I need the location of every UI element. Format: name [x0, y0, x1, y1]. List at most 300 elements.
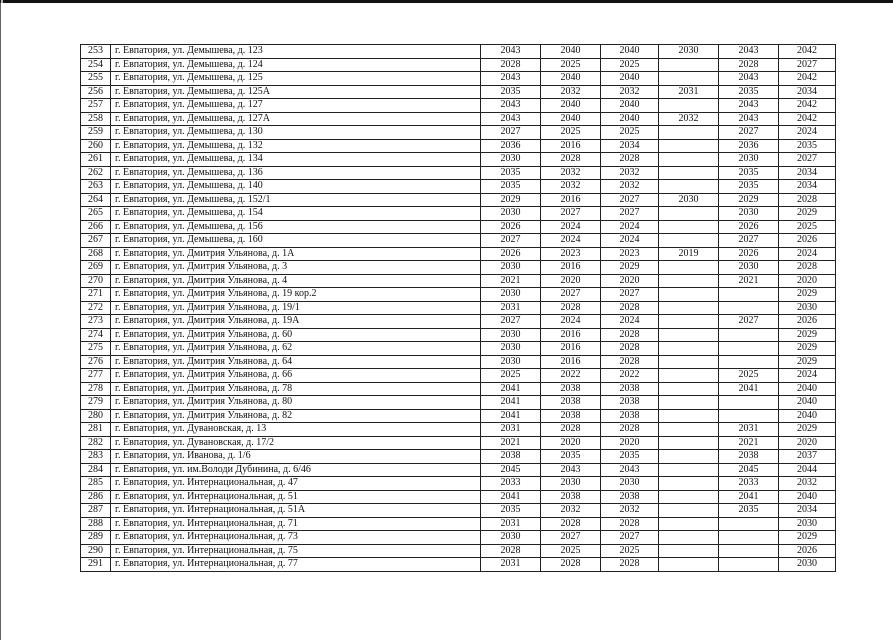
row-number-cell: 253: [81, 45, 111, 59]
year-cell-4: [659, 504, 719, 518]
table-row: [81, 369, 836, 383]
year-cell-6: 2034: [779, 85, 836, 99]
row-number-cell: 270: [81, 274, 111, 288]
address-cell: г. Евпатория, ул. Демышева, д. 156: [111, 220, 481, 234]
row-number-cell: 266: [81, 220, 111, 234]
table-row: [81, 450, 836, 464]
year-cell-6: 2030: [779, 517, 836, 531]
year-cell-6: 2040: [779, 396, 836, 410]
year-cell-2: 2025: [541, 544, 601, 558]
year-cell-5: 2028: [719, 58, 779, 72]
address-cell: г. Евпатория, ул. Интернациональная, д. 73: [111, 531, 481, 545]
year-cell-3: 2040: [601, 99, 659, 113]
address-cell: г. Евпатория, ул. Дмитрия Ульянова, д. 80: [111, 396, 481, 410]
year-cell-2: 2024: [541, 234, 601, 248]
year-cell-6: 2035: [779, 139, 836, 153]
address-cell: г. Евпатория, ул. Дмитрия Ульянова, д. 3: [111, 261, 481, 275]
year-cell-2: 2032: [541, 504, 601, 518]
year-cell-4: [659, 396, 719, 410]
year-cell-6: 2025: [779, 220, 836, 234]
row-number-cell: 276: [81, 355, 111, 369]
row-number-cell: 275: [81, 342, 111, 356]
year-cell-6: 2028: [779, 193, 836, 207]
table-row: [81, 315, 836, 329]
year-cell-1: 2021: [481, 274, 541, 288]
address-cell: г. Евпатория, ул. Демышева, д. 124: [111, 58, 481, 72]
year-cell-6: 2029: [779, 531, 836, 545]
year-cell-4: [659, 315, 719, 329]
year-cell-4: [659, 58, 719, 72]
year-cell-4: [659, 436, 719, 450]
year-cell-4: [659, 355, 719, 369]
year-cell-4: 2031: [659, 85, 719, 99]
row-number-cell: 257: [81, 99, 111, 113]
year-cell-4: [659, 423, 719, 437]
year-cell-2: 2023: [541, 247, 601, 261]
year-cell-5: 2026: [719, 247, 779, 261]
table-row: [81, 72, 836, 86]
table-body: [81, 45, 836, 572]
table-row: [81, 477, 836, 491]
year-cell-2: 2038: [541, 396, 601, 410]
year-cell-3: 2040: [601, 112, 659, 126]
year-cell-6: 2029: [779, 423, 836, 437]
row-number-cell: 254: [81, 58, 111, 72]
row-number-cell: 264: [81, 193, 111, 207]
year-cell-4: [659, 274, 719, 288]
table-row: [81, 423, 836, 437]
year-cell-1: 2041: [481, 409, 541, 423]
year-cell-6: 2020: [779, 436, 836, 450]
year-cell-2: 2038: [541, 382, 601, 396]
year-cell-6: 2027: [779, 153, 836, 167]
year-cell-3: 2027: [601, 193, 659, 207]
table-row: [81, 558, 836, 572]
year-cell-4: [659, 342, 719, 356]
year-cell-2: 2032: [541, 166, 601, 180]
table-row: [81, 288, 836, 302]
table-row: [81, 517, 836, 531]
year-cell-5: [719, 342, 779, 356]
year-cell-2: 2040: [541, 72, 601, 86]
address-cell: г. Евпатория, ул. Демышева, д. 154: [111, 207, 481, 221]
year-cell-3: 2035: [601, 450, 659, 464]
year-cell-2: 2030: [541, 477, 601, 491]
year-cell-3: 2024: [601, 220, 659, 234]
year-cell-2: 2016: [541, 328, 601, 342]
year-cell-3: 2020: [601, 436, 659, 450]
address-cell: г. Евпатория, ул. Дмитрия Ульянова, д. 4: [111, 274, 481, 288]
row-number-cell: 279: [81, 396, 111, 410]
table-row: [81, 301, 836, 315]
year-cell-4: [659, 99, 719, 113]
row-number-cell: 280: [81, 409, 111, 423]
year-cell-1: 2028: [481, 58, 541, 72]
year-cell-1: 2031: [481, 301, 541, 315]
year-cell-5: [719, 544, 779, 558]
year-cell-4: [659, 558, 719, 572]
year-cell-5: 2036: [719, 139, 779, 153]
year-cell-4: [659, 450, 719, 464]
year-cell-1: 2030: [481, 261, 541, 275]
table-row: [81, 45, 836, 59]
address-cell: г. Евпатория, ул. Дмитрия Ульянова, д. 78: [111, 382, 481, 396]
year-cell-4: [659, 261, 719, 275]
table-row: [81, 153, 836, 167]
year-cell-4: [659, 517, 719, 531]
year-cell-1: 2045: [481, 463, 541, 477]
year-cell-6: 2020: [779, 274, 836, 288]
year-cell-4: [659, 463, 719, 477]
table-row: [81, 531, 836, 545]
year-cell-1: 2033: [481, 477, 541, 491]
table-row: [81, 166, 836, 180]
year-cell-3: 2024: [601, 315, 659, 329]
year-cell-6: 2024: [779, 369, 836, 383]
year-cell-2: 2020: [541, 274, 601, 288]
year-cell-5: 2031: [719, 423, 779, 437]
year-cell-3: 2032: [601, 504, 659, 518]
year-cell-2: 2027: [541, 288, 601, 302]
row-number-cell: 267: [81, 234, 111, 248]
year-cell-3: 2025: [601, 544, 659, 558]
year-cell-3: 2043: [601, 463, 659, 477]
year-cell-2: 2028: [541, 517, 601, 531]
row-number-cell: 290: [81, 544, 111, 558]
year-cell-4: [659, 180, 719, 194]
row-number-cell: 286: [81, 490, 111, 504]
address-cell: г. Евпатория, ул. Дувановская, д. 17/2: [111, 436, 481, 450]
year-cell-5: 2045: [719, 463, 779, 477]
year-cell-5: [719, 328, 779, 342]
row-number-cell: 268: [81, 247, 111, 261]
year-cell-4: [659, 490, 719, 504]
year-cell-2: 2038: [541, 490, 601, 504]
year-cell-6: 2040: [779, 382, 836, 396]
row-number-cell: 255: [81, 72, 111, 86]
year-cell-3: 2032: [601, 85, 659, 99]
year-cell-6: 2027: [779, 58, 836, 72]
address-cell: г. Евпатория, ул. Демышева, д. 125: [111, 72, 481, 86]
year-cell-5: 2043: [719, 112, 779, 126]
year-cell-4: 2032: [659, 112, 719, 126]
year-cell-6: 2034: [779, 180, 836, 194]
address-cell: г. Евпатория, ул. Демышева, д. 127: [111, 99, 481, 113]
year-cell-1: 2029: [481, 193, 541, 207]
year-cell-2: 2024: [541, 315, 601, 329]
year-cell-4: [659, 288, 719, 302]
year-cell-6: 2040: [779, 409, 836, 423]
year-cell-3: 2028: [601, 423, 659, 437]
year-cell-5: [719, 517, 779, 531]
address-cell: г. Евпатория, ул. Демышева, д. 152/1: [111, 193, 481, 207]
year-cell-1: 2030: [481, 288, 541, 302]
table-row: [81, 382, 836, 396]
row-number-cell: 274: [81, 328, 111, 342]
year-cell-1: 2043: [481, 99, 541, 113]
year-cell-6: 2028: [779, 261, 836, 275]
year-cell-3: 2023: [601, 247, 659, 261]
year-cell-1: 2027: [481, 234, 541, 248]
year-cell-4: [659, 544, 719, 558]
address-cell: г. Евпатория, ул. Дмитрия Ульянова, д. 19А: [111, 315, 481, 329]
year-cell-3: 2027: [601, 531, 659, 545]
year-cell-1: 2036: [481, 139, 541, 153]
year-cell-3: 2032: [601, 180, 659, 194]
row-number-cell: 282: [81, 436, 111, 450]
year-cell-6: 2026: [779, 544, 836, 558]
year-cell-6: 2034: [779, 504, 836, 518]
year-cell-6: 2032: [779, 477, 836, 491]
row-number-cell: 260: [81, 139, 111, 153]
address-cell: г. Евпатория, ул. Дмитрия Ульянова, д. 60: [111, 328, 481, 342]
year-cell-4: 2019: [659, 247, 719, 261]
year-cell-4: [659, 166, 719, 180]
year-cell-5: [719, 531, 779, 545]
year-cell-3: 2032: [601, 166, 659, 180]
year-cell-5: 2026: [719, 220, 779, 234]
year-cell-5: 2043: [719, 72, 779, 86]
year-cell-1: 2030: [481, 355, 541, 369]
year-cell-2: 2028: [541, 423, 601, 437]
year-cell-6: 2042: [779, 99, 836, 113]
year-cell-5: [719, 409, 779, 423]
year-cell-3: 2038: [601, 490, 659, 504]
year-cell-5: 2027: [719, 315, 779, 329]
year-cell-6: 2026: [779, 315, 836, 329]
year-cell-3: 2025: [601, 126, 659, 140]
table-row: [81, 58, 836, 72]
year-cell-6: 2042: [779, 72, 836, 86]
table-row: [81, 342, 836, 356]
year-cell-4: [659, 234, 719, 248]
year-cell-2: 2035: [541, 450, 601, 464]
year-cell-3: 2029: [601, 261, 659, 275]
year-cell-4: [659, 126, 719, 140]
table-row: [81, 490, 836, 504]
year-cell-6: 2029: [779, 207, 836, 221]
address-cell: г. Евпатория, ул. Дмитрия Ульянова, д. 19/1: [111, 301, 481, 315]
year-cell-1: 2030: [481, 328, 541, 342]
year-cell-1: 2031: [481, 558, 541, 572]
table-row: [81, 193, 836, 207]
year-cell-4: [659, 139, 719, 153]
year-cell-1: 2031: [481, 517, 541, 531]
year-cell-1: 2043: [481, 45, 541, 59]
year-cell-5: [719, 355, 779, 369]
year-cell-4: [659, 220, 719, 234]
year-cell-1: 2021: [481, 436, 541, 450]
table-row: [81, 544, 836, 558]
year-cell-1: 2035: [481, 504, 541, 518]
year-cell-3: 2034: [601, 139, 659, 153]
year-cell-4: [659, 409, 719, 423]
year-cell-4: [659, 153, 719, 167]
row-number-cell: 278: [81, 382, 111, 396]
table-row: [81, 234, 836, 248]
year-cell-4: [659, 382, 719, 396]
row-number-cell: 291: [81, 558, 111, 572]
address-cell: г. Евпатория, ул. Дувановская, д. 13: [111, 423, 481, 437]
year-cell-5: 2041: [719, 382, 779, 396]
table-row: [81, 409, 836, 423]
address-cell: г. Евпатория, ул. Интернациональная, д. 51: [111, 490, 481, 504]
year-cell-2: 2020: [541, 436, 601, 450]
year-cell-4: [659, 477, 719, 491]
year-cell-6: 2024: [779, 247, 836, 261]
year-cell-5: 2043: [719, 99, 779, 113]
year-cell-3: 2020: [601, 274, 659, 288]
year-cell-1: 2038: [481, 450, 541, 464]
address-cell: г. Евпатория, ул. Демышева, д. 123: [111, 45, 481, 59]
row-number-cell: 273: [81, 315, 111, 329]
table-row: [81, 247, 836, 261]
table-row: [81, 274, 836, 288]
page-left-edge: [0, 0, 3, 640]
row-number-cell: 283: [81, 450, 111, 464]
year-cell-1: 2035: [481, 180, 541, 194]
table-row: [81, 85, 836, 99]
year-cell-5: 2035: [719, 166, 779, 180]
year-cell-5: 2030: [719, 261, 779, 275]
year-cell-5: 2035: [719, 85, 779, 99]
year-cell-3: 2025: [601, 58, 659, 72]
year-cell-3: 2028: [601, 328, 659, 342]
year-cell-5: 2030: [719, 153, 779, 167]
address-cell: г. Евпатория, ул. Демышева, д. 127А: [111, 112, 481, 126]
year-cell-4: 2030: [659, 193, 719, 207]
address-cell: г. Евпатория, ул. Иванова, д. 1/6: [111, 450, 481, 464]
table-row: [81, 139, 836, 153]
year-cell-2: 2016: [541, 342, 601, 356]
address-cell: г. Евпатория, ул. Интернациональная, д. 75: [111, 544, 481, 558]
year-cell-6: 2042: [779, 112, 836, 126]
table-row: [81, 261, 836, 275]
year-cell-2: 2032: [541, 85, 601, 99]
year-cell-2: 2040: [541, 112, 601, 126]
year-cell-5: 2027: [719, 126, 779, 140]
table-row: [81, 396, 836, 410]
year-cell-3: 2028: [601, 558, 659, 572]
year-cell-1: 2030: [481, 153, 541, 167]
year-cell-3: 2028: [601, 342, 659, 356]
year-cell-2: 2016: [541, 193, 601, 207]
year-cell-2: 2024: [541, 220, 601, 234]
year-cell-1: 2030: [481, 531, 541, 545]
year-cell-1: 2043: [481, 112, 541, 126]
year-cell-4: [659, 328, 719, 342]
year-cell-2: 2043: [541, 463, 601, 477]
year-cell-6: 2037: [779, 450, 836, 464]
year-cell-2: 2040: [541, 45, 601, 59]
table-row: [81, 328, 836, 342]
year-cell-6: 2042: [779, 45, 836, 59]
address-cell: г. Евпатория, ул. Дмитрия Ульянова, д. 66: [111, 369, 481, 383]
table-row: [81, 355, 836, 369]
table-row: [81, 463, 836, 477]
year-cell-2: 2032: [541, 180, 601, 194]
year-cell-1: 2027: [481, 126, 541, 140]
address-cell: г. Евпатория, ул. Демышева, д. 125А: [111, 85, 481, 99]
row-number-cell: 289: [81, 531, 111, 545]
year-cell-6: 2044: [779, 463, 836, 477]
row-number-cell: 287: [81, 504, 111, 518]
year-cell-2: 2027: [541, 207, 601, 221]
year-cell-2: 2022: [541, 369, 601, 383]
year-cell-1: 2025: [481, 369, 541, 383]
year-cell-2: 2038: [541, 409, 601, 423]
year-cell-5: 2025: [719, 369, 779, 383]
year-cell-3: 2038: [601, 396, 659, 410]
year-cell-5: 2043: [719, 45, 779, 59]
year-cell-2: 2027: [541, 531, 601, 545]
table-row: [81, 436, 836, 450]
year-cell-3: 2027: [601, 288, 659, 302]
year-cell-6: 2029: [779, 288, 836, 302]
row-number-cell: 256: [81, 85, 111, 99]
year-cell-1: 2043: [481, 72, 541, 86]
year-cell-3: 2038: [601, 409, 659, 423]
year-cell-6: 2029: [779, 355, 836, 369]
year-cell-4: [659, 72, 719, 86]
year-cell-2: 2025: [541, 126, 601, 140]
row-number-cell: 281: [81, 423, 111, 437]
row-number-cell: 285: [81, 477, 111, 491]
year-cell-3: 2038: [601, 382, 659, 396]
year-cell-3: 2028: [601, 301, 659, 315]
year-cell-5: 2035: [719, 504, 779, 518]
year-cell-1: 2026: [481, 220, 541, 234]
address-cell: г. Евпатория, ул. Интернациональная, д. 47: [111, 477, 481, 491]
address-cell: г. Евпатория, ул. Демышева, д. 132: [111, 139, 481, 153]
year-cell-5: 2027: [719, 234, 779, 248]
address-cell: г. Евпатория, ул. Дмитрия Ульянова, д. 64: [111, 355, 481, 369]
address-cell: г. Евпатория, ул. Интернациональная, д. 77: [111, 558, 481, 572]
year-cell-5: 2035: [719, 180, 779, 194]
table-row: [81, 126, 836, 140]
address-cell: г. Евпатория, ул. Интернациональная, д. 51А: [111, 504, 481, 518]
row-number-cell: 269: [81, 261, 111, 275]
year-cell-6: 2026: [779, 234, 836, 248]
table-row: [81, 504, 836, 518]
address-cell: г. Евпатория, ул. Дмитрия Ульянова, д. 82: [111, 409, 481, 423]
year-cell-3: 2028: [601, 153, 659, 167]
address-cell: г. Евпатория, ул. Демышева, д. 134: [111, 153, 481, 167]
year-cell-2: 2016: [541, 261, 601, 275]
year-cell-4: [659, 301, 719, 315]
year-cell-4: [659, 207, 719, 221]
year-cell-6: 2034: [779, 166, 836, 180]
year-cell-4: [659, 531, 719, 545]
year-cell-6: 2030: [779, 301, 836, 315]
year-cell-3: 2040: [601, 72, 659, 86]
year-cell-1: 2035: [481, 85, 541, 99]
year-cell-1: 2030: [481, 342, 541, 356]
row-number-cell: 265: [81, 207, 111, 221]
row-number-cell: 272: [81, 301, 111, 315]
year-cell-2: 2016: [541, 139, 601, 153]
year-cell-5: 2021: [719, 436, 779, 450]
row-number-cell: 288: [81, 517, 111, 531]
table-row: [81, 99, 836, 113]
year-cell-3: 2040: [601, 45, 659, 59]
table-row: [81, 207, 836, 221]
row-number-cell: 284: [81, 463, 111, 477]
year-cell-2: 2040: [541, 99, 601, 113]
year-cell-3: 2024: [601, 234, 659, 248]
year-cell-2: 2028: [541, 301, 601, 315]
year-cell-5: 2029: [719, 193, 779, 207]
